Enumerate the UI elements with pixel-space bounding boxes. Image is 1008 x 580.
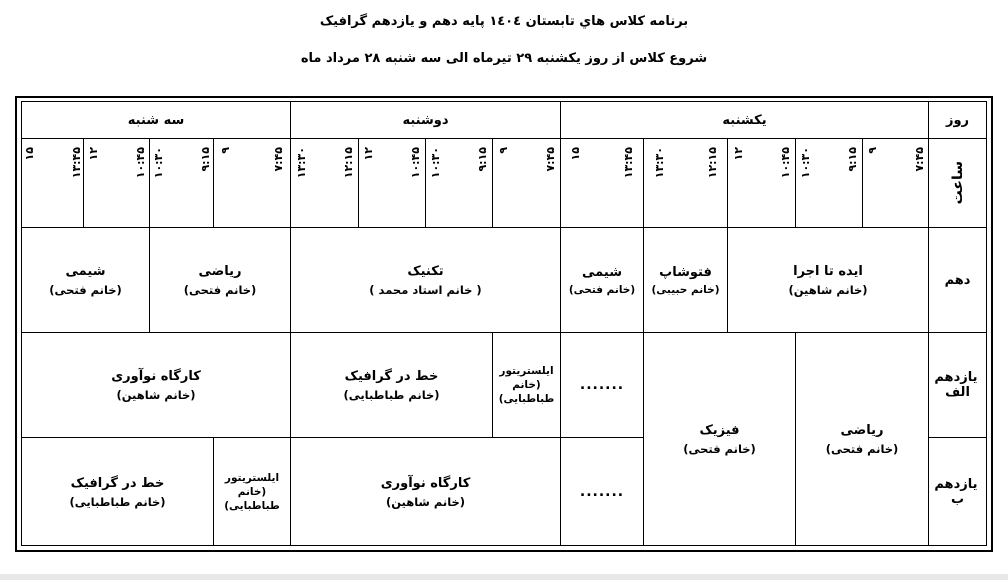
day-column-label: روز xyxy=(929,101,987,139)
day-header-monday: دوشنبه xyxy=(291,101,561,139)
class-g11b-mon-innovation-workshop: کارگاه نوآوری (خانم شاهین) xyxy=(291,438,561,546)
class-g11a-mon-illustrator: ایلستریتور (خانم طباطبایی) xyxy=(493,333,561,438)
day-header-sunday: یکشنبه xyxy=(561,101,929,139)
class-g10-tue-chemistry: شیمی (خانم فتحی) xyxy=(21,228,150,333)
class-g10-sun-photoshop: فتوشاپ (خانم حبیبی) xyxy=(644,228,728,333)
time-cell-tue-7-45: ۷:۴۵ ۹ xyxy=(214,139,291,228)
class-g11b-tue-graphic-lettering: خط در گرافیک (خانم طباطبایی) xyxy=(21,438,214,546)
grade-label-11b: یازدهم ب xyxy=(929,438,987,546)
time-cell-sun-9-15: ۹:۱۵ ۱۰:۳۰ xyxy=(796,139,863,228)
class-g11b-tue-illustrator: ایلستریتور (خانم طباطبایی) xyxy=(214,438,291,546)
class-g11b-sun-empty: ....... xyxy=(561,438,644,546)
time-cell-sun-10-45: ۱۰:۴۵ ۱۲ xyxy=(728,139,796,228)
bottom-strip xyxy=(0,574,1008,580)
class-g10-mon-technique: تکنیک ( خانم استاد محمد ) xyxy=(291,228,561,333)
time-cell-mon-10-45: ۱۰:۴۵ ۱۲ xyxy=(359,139,426,228)
class-g10-tue-math: ریاضی (خانم فتحی) xyxy=(150,228,291,333)
class-g10-sun-idea-to-execution: ایده تا اجرا (خانم شاهین) xyxy=(728,228,929,333)
schedule-subtitle: شروع کلاس از روز یکشنبه ۲۹ تیرماه الی سه شنبه ۲۸ مرداد ماه xyxy=(300,51,708,66)
time-cell-tue-13-45: ۱۳:۴۵ ۱۵ xyxy=(21,139,84,228)
class-g11-sun-math: ریاضی (خانم فتحی) xyxy=(796,333,929,546)
time-cell-sun-7-45: ۷:۴۵ ۹ xyxy=(863,139,929,228)
grade-label-10: دهم xyxy=(929,228,987,333)
class-g11a-mon-graphic-lettering: خط در گرافیک (خانم طباطبایی) xyxy=(291,333,493,438)
grade-label-11a: یازدهم الف xyxy=(929,333,987,438)
time-row-label: ساعت xyxy=(929,139,987,228)
time-cell-sun-12-15: ۱۲:۱۵ ۱۳:۳۰ xyxy=(644,139,728,228)
class-g10-sun-chemistry: شیمی (خانم فتحی) xyxy=(561,228,644,333)
time-cell-mon-9-15: ۹:۱۵ ۱۰:۳۰ xyxy=(426,139,493,228)
class-g11-sun-physics: فیزیک (خانم فتحی) xyxy=(644,333,796,546)
time-cell-mon-12-15: ۱۲:۱۵ ۱۳:۳۰ xyxy=(291,139,359,228)
class-g11a-sun-empty: ....... xyxy=(561,333,644,438)
time-cell-sun-13-45: ۱۳:۴۵ ۱۵ xyxy=(561,139,644,228)
day-header-tuesday: سه شنبه xyxy=(21,101,291,139)
time-cell-tue-10-45: ۱۰:۴۵ ۱۲ xyxy=(84,139,150,228)
time-cell-mon-7-45: ۷:۴۵ ۹ xyxy=(493,139,561,228)
schedule-title: برنامه کلاس هاي تابستان ۱٤۰٤ پایه دهم و یازدهم گرافیک xyxy=(319,14,689,29)
class-g11a-tue-innovation-workshop: کارگاه نوآوری (خانم شاهین) xyxy=(21,333,291,438)
time-cell-tue-9-15: ۹:۱۵ ۱۰:۳۰ xyxy=(150,139,214,228)
